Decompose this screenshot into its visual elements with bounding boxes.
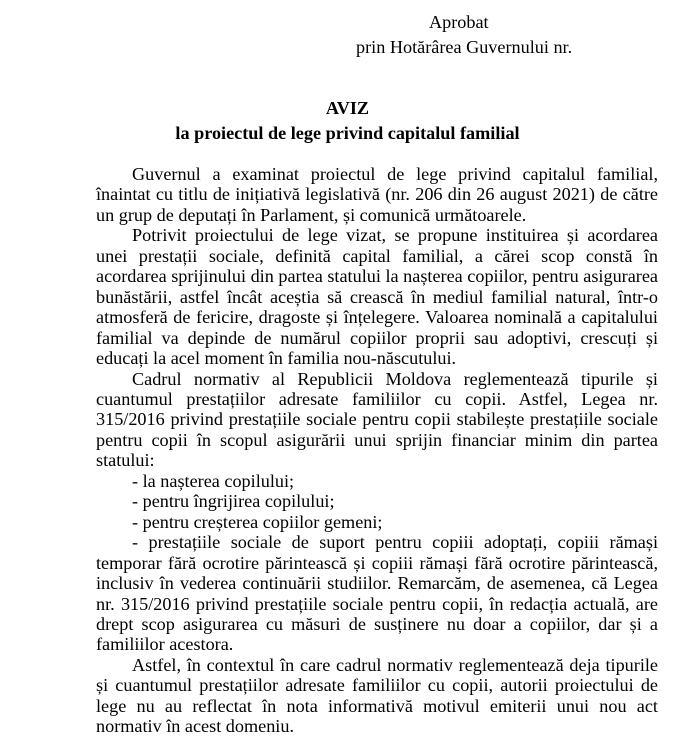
document-title (0, 96, 695, 146)
approval-line-2: prin Hotărârea Guvernului nr. (356, 37, 573, 57)
document-body (96, 164, 658, 737)
paragraph-2: Potrivit proiectului de lege vizat, se propune instituirea și acordarea unei prestații sociale, definită capital familial, a cărei scop constă în acordarea sprijinului din partea statului la nașterea copiilor, pentru asigurarea bunăstării, astfel încât aceștia să crească în mediul familial natural, într-o atmosferă de fericire, dragoste și înțelegere. Valoarea nominală a capitalului familial va depinde de numărul copiilor proprii sau adoptivi, crescuți și educați la acel moment în familia nou-născutului. (96, 225, 658, 369)
list-item-4: - prestațiile sociale de suport pentru copiii adoptați, copiii rămași temporar fără ocrotire părintească și copiii rămași fără ocrotire părintească, inclusiv în vederea continuării studiilor. Remarcăm, de asemenea, că Legea nr. 315/2016 privind prestațiile sociale pentru copii, în redacția actuală, are drept scop asigurarea cu măsuri de susținere nu doar a copiilor, dar și a familiilor acestora. (96, 532, 658, 655)
list-item-3: - pentru creșterea copiilor gemeni; (132, 511, 383, 532)
approval-block (356, 10, 572, 60)
approval-line-1: Aprobat (429, 12, 489, 32)
list-item-1: - la nașterea copilului; (132, 470, 295, 491)
paragraph-5: Astfel, în contextul în care cadrul normativ reglementează deja tipurile și cuantumul prestațiilor adresate familiilor cu copii, autorii proiectului de lege nu au reflectat în nota informativă motivul emiterii unui nou act normativ în acest domeniu. (96, 654, 658, 737)
list-item-2: - pentru îngrijirea copilului; (132, 491, 335, 512)
title-line-2: la proiectul de lege privind capitalul familial (175, 123, 520, 143)
paragraph-1: Guvernul a examinat proiectul de lege privind capitalul familial, înaintat cu titlu de inițiativă legislativă (nr. 206 din 26 august 2021) de către un grup de deputați în Parlament, și comunică următoarele. (96, 164, 658, 225)
title-line-1: AVIZ (325, 98, 370, 118)
paragraph-3: Cadrul normativ al Republicii Moldova reglementează tipurile și cuantumul prestațiilor adresate familiilor cu copii. Astfel, Legea nr. 315/2016 privind prestațiile sociale pentru copii stabilește prestațiile sociale pentru copii în scopul asigurării unui sprijin financiar minim din partea statului: (96, 368, 658, 471)
